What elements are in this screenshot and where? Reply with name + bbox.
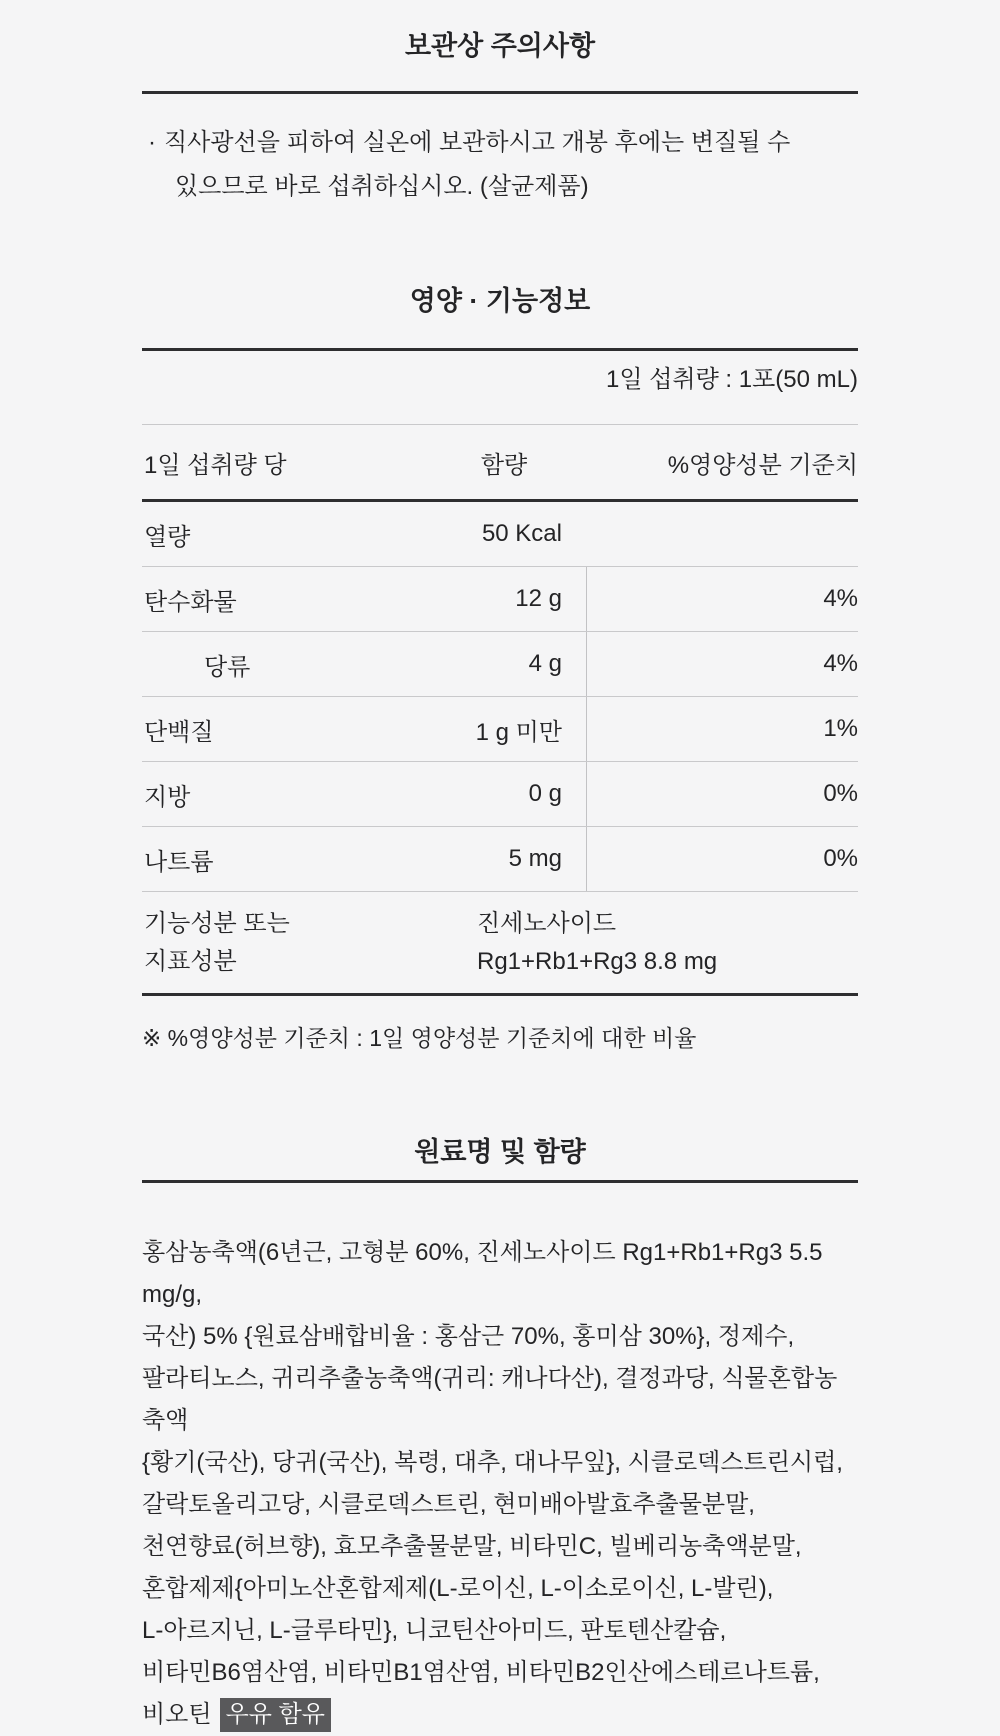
daily-serving-info: 1일 섭취량 : 1포(50 mL) [606, 366, 858, 393]
header-amount: 함량 [480, 451, 528, 479]
storage-divider-rule [142, 91, 858, 94]
ingredients-line: 갈락토올리고당, 시클로덱스트린, 현미배아발효추출물분말, [142, 1491, 755, 1518]
ingredients-line: 비타민B6염산염, 비타민B1염산염, 비타민B2인산에스테르나트륨, [142, 1659, 820, 1686]
storage-precaution-text [142, 121, 858, 209]
row-percent: 4% [586, 567, 858, 631]
nutrition-section-title: 영양 · 기능정보 [409, 286, 591, 316]
row-label: 단백질 [144, 718, 214, 746]
ingredients-section-title: 원료명 및 함량 [414, 1137, 586, 1167]
row-percent [586, 502, 858, 566]
row-amount: 12 g [515, 585, 562, 612]
ingredients-divider-rule [142, 1180, 858, 1183]
ingredients-line: 팔라티노스, 귀리추출농축액(귀리: 캐나다산), 결정과당, 식물혼합농축액 [142, 1365, 838, 1434]
ingredients-line: 혼합제제{아미노산혼합제제(L-로이신, L-이소로이신, L-발린), [142, 1575, 774, 1602]
row-percent: 0% [586, 827, 858, 891]
functional-label-line-1: 기능성분 또는 [144, 909, 290, 937]
nutrition-section [142, 285, 858, 1054]
milk-allergen-badge: 우유 함유 [220, 1698, 331, 1732]
row-label: 탄수화물 [144, 588, 237, 616]
row-percent: 1% [586, 697, 858, 761]
header-daily-value: %영양성분 기준치 [667, 451, 858, 479]
nutrition-table [142, 424, 858, 996]
row-label: 당류 [204, 653, 251, 681]
functional-value [422, 905, 858, 981]
row-amount: 50 Kcal [481, 520, 562, 547]
functional-label [142, 905, 422, 981]
row-percent: 4% [586, 632, 858, 696]
functional-label-line-2: 지표성분 [144, 947, 237, 975]
storage-section-title: 보관상 주의사항 [404, 31, 596, 61]
table-row-functional-ingredient [142, 892, 858, 996]
row-label: 열량 [144, 523, 191, 551]
bullet-dot: · [148, 129, 156, 156]
nutrition-table-header [142, 424, 858, 502]
storage-line-2: 있으므로 바로 섭취하십시오. (살균제품) [175, 173, 589, 200]
ingredients-line: 홍삼농축액(6년근, 고형분 60%, 진세노사이드 Rg1+Rb1+Rg3 5.5 mg/g, [142, 1239, 823, 1308]
storage-line-1-text: 직사광선을 피하여 실온에 보관하시고 개봉 후에는 변질될 수 [164, 129, 791, 156]
table-row-protein [142, 697, 858, 762]
ingredients-section [142, 1136, 858, 1736]
table-row-carbohydrate [142, 567, 858, 632]
storage-line-1 [142, 121, 858, 165]
ingredients-line: 비오틴 [142, 1701, 212, 1728]
functional-value-line-1: 진세노사이드 [477, 909, 617, 937]
ingredients-line: L-아르지닌, L-글루타민}, 니코틴산아미드, 판토텐산칼슘, [142, 1617, 727, 1644]
row-percent: 0% [586, 762, 858, 826]
nutrition-divider-rule [142, 348, 858, 351]
table-row-calories [142, 502, 858, 567]
row-label: 지방 [144, 783, 191, 811]
functional-value-line-2: Rg1+Rb1+Rg3 8.8 mg [477, 947, 718, 975]
table-row-fat [142, 762, 858, 827]
table-row-sugars [142, 632, 858, 697]
ingredients-list-text [142, 1232, 858, 1736]
ingredients-line: 국산) 5% {원료삼배합비율 : 홍삼근 70%, 홍미삼 30%}, 정제수, [142, 1323, 795, 1350]
product-info-content [142, 0, 858, 1736]
ingredients-line: {황기(국산), 당귀(국산), 복령, 대추, 대나무잎}, 시클로덱스트린시럽, [142, 1449, 843, 1476]
daily-value-footnote: ※ %영양성분 기준치 : 1일 영양성분 기준치에 대한 비율 [142, 1025, 697, 1051]
row-amount: 1 g 미만 [475, 718, 562, 746]
header-per-serving: 1일 섭취량 당 [144, 451, 287, 479]
row-amount: 5 mg [508, 845, 562, 872]
row-amount: 0 g [528, 780, 562, 807]
storage-section [142, 30, 858, 209]
ingredients-last-line [142, 1694, 858, 1736]
row-label: 나트륨 [144, 848, 214, 876]
ingredients-line: 천연향료(허브향), 효모추출물분말, 비타민C, 빌베리농축액분말, [142, 1533, 802, 1560]
row-amount: 4 g [528, 650, 562, 677]
table-row-sodium [142, 827, 858, 892]
